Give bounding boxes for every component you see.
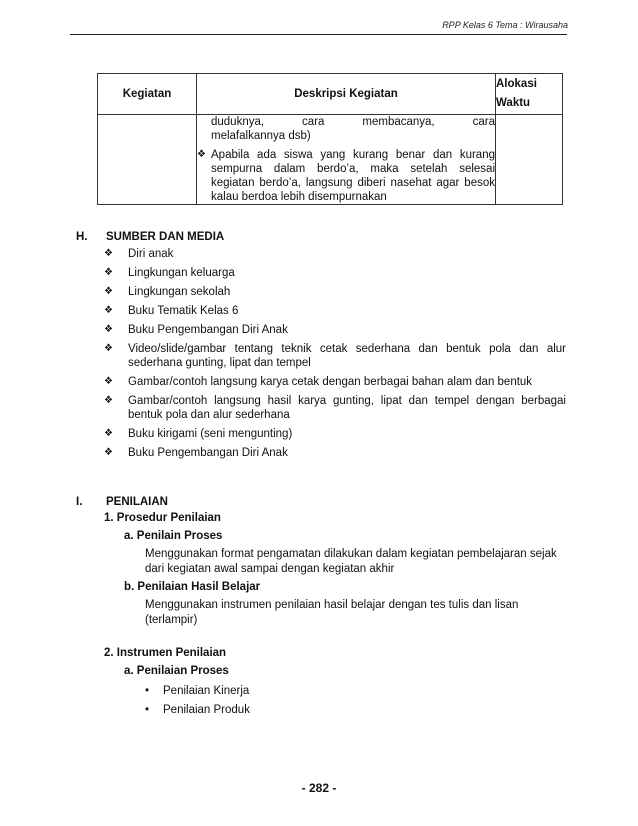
list-item: ❖ Buku kirigami (seni mengunting) [104,428,293,440]
dot-bullet-icon: • [145,704,150,716]
section-penilaian [76,496,566,721]
diamond-bullet-icon: ❖ [104,376,113,387]
running-header: RPP Kelas 6 Tema : Wirausaha [442,20,568,30]
table-row [98,115,563,205]
list-item: ❖ Video/slide/gambar tentang teknik cetak sederhana dan bentuk pola dan alur sederhana gunting, lipat dan tempel [104,343,566,369]
diamond-bullet-icon: ❖ [104,248,113,259]
list-item: ❖ Buku Pengembangan Diri Anak [104,324,288,336]
diamond-bullet-icon: ❖ [104,324,113,335]
list-item: ❖ Lingkungan keluarga [104,267,235,279]
section-i-heading: PENILAIAN [106,496,168,508]
list-item: ❖ Gambar/contoh langsung karya cetak dengan berbagai bahan alam dan bentuk [104,376,533,388]
diamond-bullet-icon: ❖ [104,343,113,354]
list-item: ❖ Diri anak [104,248,174,260]
penilaian-proses-title: a. Penilaian Proses [124,665,229,677]
table-header-row [98,74,563,115]
header-rule [70,34,567,35]
penilain-proses-body: Menggunakan format pengamatan dilakukan dalam kegiatan pembelajaran sejak dari kegiatan awal sampai dengan kegiatan akhir [145,548,557,575]
section-i-title [76,496,566,508]
penilaian-produk: Penilaian Produk [163,704,250,716]
header-deskripsi: Deskripsi Kegiatan [197,74,496,115]
diamond-bullet-icon: ❖ [197,149,206,160]
header-alokasi-line2: Waktu [496,97,531,109]
header-alokasi-line1: Alokasi [496,78,537,90]
diamond-bullet-icon: ❖ [104,305,113,316]
section-h-heading: SUMBER DAN MEDIA [106,231,225,243]
instrumen-penilaian-title: 2. Instrumen Penilaian [104,647,227,659]
desc-bullet-text: Apabila ada siswa yang kurang benar dan kurang sempurna dalam berdo’a, maka setelah selesai kegiatan berdo’a, langsung diberi nasehat agar besok kalau berdoa lebih disempurnakan [211,149,495,203]
header-kegiatan: Kegiatan [98,74,197,115]
list-item: ❖ Gambar/contoh langsung hasil karya gunting, lipat dan tempel dengan berbagai bentuk pola dan alur sederhana [104,395,566,421]
diamond-bullet-icon: ❖ [104,447,113,458]
list-item [145,702,566,718]
dot-bullet-icon: • [145,685,150,697]
desc-bullet [197,148,495,204]
section-h-title [76,231,566,243]
media-list [104,247,566,460]
list-item: ❖ Buku Pengembangan Diri Anak [104,447,288,459]
diamond-bullet-icon: ❖ [104,286,113,297]
penilain-proses-title: a. Penilain Proses [124,530,223,542]
cell-kegiatan [98,115,197,205]
hasil-belajar-title: b. Penilaian Hasil Belajar [124,581,261,593]
section-h-number: H. [76,231,88,243]
list-item: ❖ Buku Tematik Kelas 6 [104,305,239,317]
page-number: - 282 - [301,781,337,795]
section-sumber-media [76,231,566,465]
hasil-belajar-body: Menggunakan instrumen penilaian hasil belajar dengan tes tulis dan lisan (terlampir) [145,599,519,626]
diamond-bullet-icon: ❖ [104,395,113,406]
list-item: ❖ Lingkungan sekolah [104,286,231,298]
desc-continuation-line1: duduknya, cara membacanya, cara [211,116,495,128]
diamond-bullet-icon: ❖ [104,428,113,439]
cell-deskripsi [197,115,496,205]
prosedur-penilaian-title: 1. Prosedur Penilaian [104,512,221,524]
section-i-number: I. [76,496,83,508]
penilaian-kinerja: Penilaian Kinerja [163,685,250,697]
header-alokasi [496,74,563,115]
list-item [145,683,566,699]
activity-table [97,73,563,205]
cell-alokasi [496,115,563,205]
desc-continuation-line2: melafalkannya dsb) [211,130,311,142]
diamond-bullet-icon: ❖ [104,267,113,278]
